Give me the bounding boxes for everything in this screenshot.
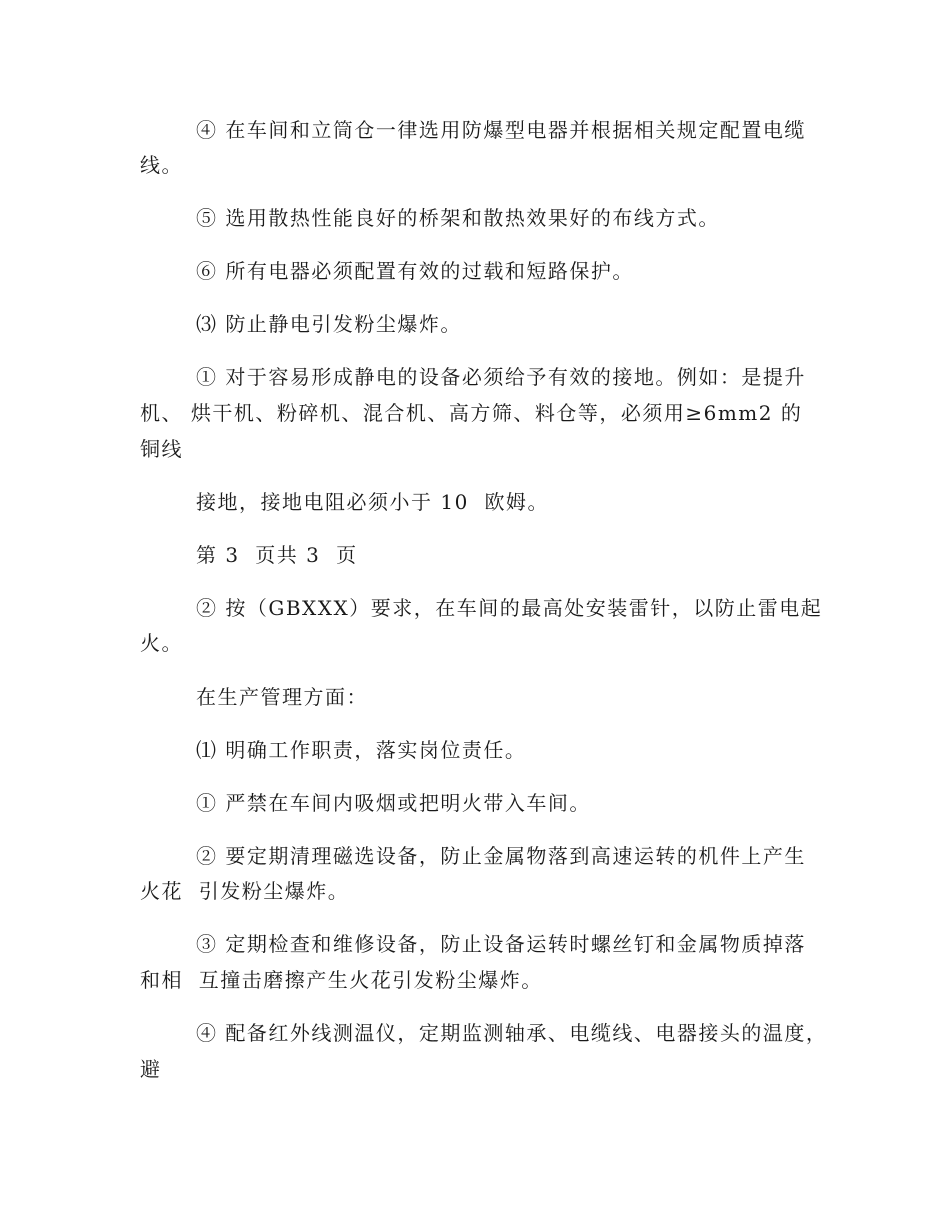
text-line: 和相 互撞击磨擦产生火花引发粉尘爆炸。 [140,968,543,992]
text-line: ① 对于容易形成静电的设备必须给予有效的接地。例如：是提升 [196,365,806,389]
text-line: 火花 引发粉尘爆炸。 [140,879,350,903]
text-line: ⑤ 选用散热性能良好的桥架和散热效果好的布线方式。 [196,206,720,230]
text-line: 机、 烘干机、粉碎机、混合机、高方筛、料仓等，必须用≥6mm2 的 [140,401,803,425]
text-line: ② 按（GBXXX）要求，在车间的最高处安装雷针，以防止雷电起 [196,596,823,620]
text-line: ⑶ 防止静电引发粉尘爆炸。 [196,312,462,336]
page-footer: 第 3 页共 3 页 [196,543,358,567]
text-line: ⑴ 明确工作职责，落实岗位责任。 [196,738,527,762]
section-heading: 在生产管理方面： [196,685,368,709]
text-line: ② 要定期清理磁选设备，防止金属物落到高速运转的机件上产生 [196,844,806,868]
text-line: ③ 定期检查和维修设备，防止设备运转时螺丝钉和金属物质掉落 [196,932,806,956]
text-line: ⑥ 所有电器必须配置有效的过载和短路保护。 [196,259,634,283]
text-line: ① 严禁在车间内吸烟或把明火带入车间。 [196,791,591,815]
text-line: 火。 [140,631,183,655]
text-line: 接地，接地电阻必须小于 10 欧姆。 [196,490,550,514]
text-line: 避 [140,1057,162,1081]
text-line: ④ 配备红外线测温仪，定期监测轴承、电缆线、电器接头的温度， [196,1021,828,1045]
text-line: 铜线 [140,437,183,461]
text-line: 线。 [140,153,183,177]
text-line: ④ 在车间和立筒仓一律选用防爆型电器并根据相关规定配置电缆 [196,118,806,142]
